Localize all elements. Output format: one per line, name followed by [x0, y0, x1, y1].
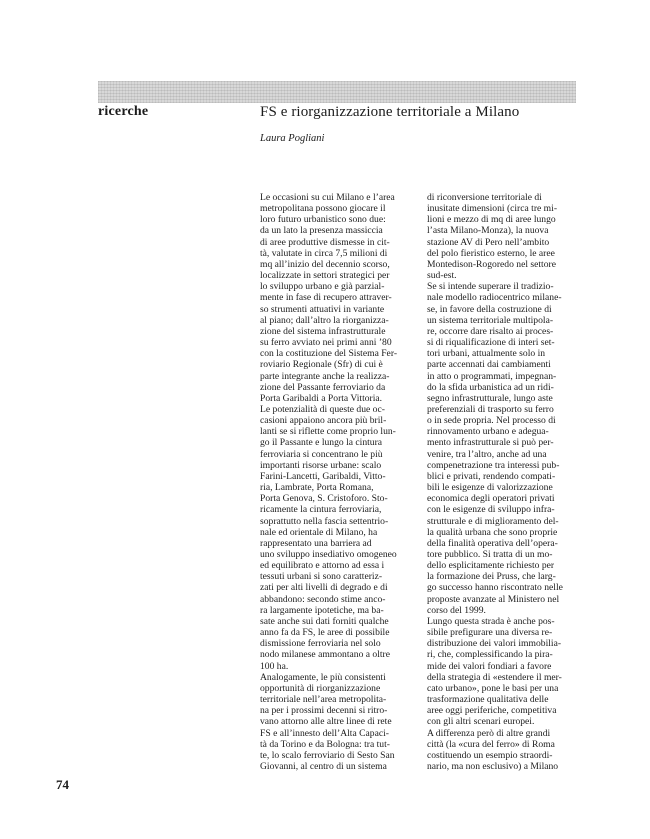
text-line: dello esplicitamente richiesto per	[427, 560, 555, 572]
text-line: Se si intende superare il tradizio-	[427, 281, 554, 293]
text-line: inusitate dimensioni (circa tre mi-	[427, 203, 558, 215]
text-line: Porta Genova, S. Cristoforo. Sto-	[260, 493, 388, 505]
text-line: tà, valutate in circa 7,5 milioni di	[260, 247, 388, 259]
text-line: stazione AV di Pero nell’ambito	[427, 236, 550, 248]
text-line: la formazione dei Pruss, che larg-	[427, 571, 556, 583]
text-line: nale modello radiocentrico milane-	[427, 292, 562, 304]
text-line: si di riqualificazione di interi set-	[427, 337, 555, 349]
text-line: zati per alti livelli di degrado e di	[260, 582, 388, 594]
text-line: l’asta Milano-Monza), la nuova	[427, 225, 549, 237]
text-line: Porta Garibaldi a Porta Vittoria.	[260, 392, 383, 404]
text-line: Le occasioni su cui Milano e l’area	[260, 192, 395, 203]
text-line: roviario Regionale (Sfr) di cui è	[260, 359, 383, 371]
text-line: do la sfida urbanistica ad un ridi-	[427, 381, 554, 393]
text-line: ricamente la cintura ferroviaria,	[260, 504, 382, 516]
text-line: tore pubblico. Si tratta di un mo-	[427, 549, 553, 560]
text-line: rinnovamento urbano e adegua-	[427, 426, 549, 438]
text-line: lioni e mezzo di mq di aree lungo	[427, 214, 556, 226]
text-line: casioni appaiono ancora più bril-	[260, 415, 387, 427]
text-line: rappresentato una barriera ad	[260, 537, 372, 549]
article-title: FS e riorganizzazione territoriale a Milano	[260, 104, 520, 120]
text-line: parte integrante anche la realizza-	[260, 370, 390, 382]
text-line: dismissione ferroviaria nel solo	[260, 638, 381, 650]
text-line: su ferro avviato nei primi anni ’80	[260, 337, 392, 349]
text-line: metropolitana possono giocare il	[260, 203, 386, 215]
text-column-right	[427, 192, 584, 772]
text-line: preferenziali di trasporto su ferro	[427, 403, 554, 415]
text-line: ri, che, complessificando la pira-	[427, 649, 553, 661]
text-line: proposte avanzate al Ministero nel	[427, 593, 560, 605]
text-line: un sistema territoriale multipola-	[427, 314, 554, 326]
text-line: o in sede propria. Nel processo di	[427, 415, 556, 427]
text-line: FS e all’innesto dell’Alta Capaci-	[260, 727, 389, 739]
text-line: compenetrazione tra interessi pub-	[427, 459, 560, 471]
text-line: go successo hanno riscontrato nelle	[427, 582, 563, 594]
text-line: del polo fieristico esterno, le aree	[427, 247, 555, 259]
text-line: Montedison-Rogoredo nel settore	[427, 258, 556, 270]
text-line: blici e privati, rendendo compati-	[427, 470, 556, 482]
text-line: venire, tra l’altro, anche ad una	[427, 448, 547, 460]
text-line: cato urbano», pone le basi per una	[427, 682, 559, 694]
text-line: 100 ha.	[260, 660, 289, 672]
text-line: bili le esigenze di valorizzazione	[427, 482, 553, 494]
text-line: della finalità operativa dell’opera-	[427, 537, 558, 549]
text-line: Giovanni, al centro di un sistema	[260, 760, 387, 772]
text-line: localizzate in settori strategici per	[260, 270, 390, 282]
text-line: della strategia di «estendere il mer-	[427, 671, 562, 683]
text-line: uno sviluppo insediativo omogeneo	[260, 549, 397, 560]
text-line: città (la «cura del ferro» di Roma	[427, 738, 555, 750]
text-line: sibile prefigurare una diversa re-	[427, 627, 553, 639]
text-line: economica degli operatori privati	[427, 493, 555, 505]
text-line: con gli altri scenari europei.	[427, 716, 535, 728]
author-name: Laura Pogliani	[260, 133, 325, 144]
text-line: opportunità di riorganizzazione	[260, 682, 381, 694]
page-number: 74	[56, 777, 69, 792]
text-line: loro futuro urbanistico sono due:	[260, 214, 386, 226]
text-line: con la costituzione del Sistema Fer-	[260, 348, 398, 360]
text-line: importanti risorse urbane: scalo	[260, 459, 382, 471]
text-line: ra largamente ipotetiche, ma ba-	[260, 604, 384, 616]
text-line: tà da Torino e da Bologna: tra tut-	[260, 738, 390, 750]
text-line: la qualità urbana che sono proprie	[427, 526, 558, 538]
text-line: da un lato la presenza massiccia	[260, 225, 383, 237]
text-line: zione del Passante ferroviario da	[260, 381, 386, 393]
text-line: segno infrastrutturale, lungo aste	[427, 392, 553, 404]
text-line: nodo milanese ammontano a oltre	[260, 649, 391, 661]
text-line: mq all’inizio del decennio scorso,	[260, 258, 390, 270]
text-line: go il Passante e lungo la cintura	[260, 437, 383, 449]
text-line: soprattutto nella fascia settentrio-	[260, 515, 389, 527]
text-line: vano attorno alle altre linee di rete	[260, 716, 392, 728]
section-label: ricerche	[98, 104, 149, 119]
text-line: abbandono: secondo stime anco-	[260, 593, 386, 605]
text-line: Lungo questa strada è anche pos-	[427, 615, 555, 627]
text-line: parte accennati dai cambiamenti	[427, 359, 551, 371]
text-line: corso del 1999.	[427, 604, 486, 616]
text-line: Analogamente, le più consistenti	[260, 671, 386, 683]
text-line: tessuti urbani si sono caratteriz-	[260, 571, 383, 583]
text-line: con le esigenze di sviluppo infra-	[427, 504, 555, 516]
text-line: na per i prossimi decenni si ritro-	[260, 705, 388, 717]
text-column-left	[260, 192, 417, 772]
text-line: re, occorre dare risalto ai proces-	[427, 325, 554, 337]
text-line: ferroviaria si concentrano le più	[260, 448, 383, 460]
text-line: te, lo scalo ferroviario di Sesto San	[260, 749, 395, 761]
text-line: zione del sistema infrastrutturale	[260, 325, 386, 337]
text-line: anno fa da FS, le aree di possibile	[260, 627, 390, 639]
text-line: lo sviluppo urbano e già parzial-	[260, 281, 385, 293]
text-line: se, in favore della costruzione di	[427, 303, 552, 315]
text-line: di riconversione territoriale di	[427, 192, 542, 203]
text-line: ria, Lambrate, Porta Romana,	[260, 482, 374, 494]
text-line: A differenza però di altre grandi	[427, 727, 551, 739]
text-line: al piano; dall’altro la riorganizza-	[260, 314, 389, 326]
text-line: nale ed orientale di Milano, ha	[260, 526, 378, 538]
text-line: so strumenti attuativi in variante	[260, 303, 385, 315]
text-line: mento infrastrutturale si può per-	[427, 437, 554, 449]
text-line: nario, ma non esclusivo) a Milano	[427, 760, 559, 772]
text-line: strutturale e di miglioramento del-	[427, 515, 559, 527]
text-line: lanti se si riflette come proprio lun-	[260, 426, 396, 438]
text-line: distribuzione dei valori immobilia-	[427, 638, 562, 650]
header-band	[98, 81, 576, 103]
text-line: in atto o programmati, impegnan-	[427, 370, 557, 382]
text-line: tori urbani, attualmente solo in	[427, 348, 546, 360]
text-line: sud-est.	[427, 270, 457, 282]
text-line: ed equilibrato e attorno ad essa i	[260, 560, 385, 572]
text-line: sate anche sui dati forniti qualche	[260, 615, 389, 627]
text-line: Le potenzialità di queste due oc-	[260, 403, 385, 415]
text-line: aree oggi periferiche, competitiva	[427, 705, 557, 717]
text-line: territoriale nell’area metropolita-	[260, 694, 387, 706]
text-line: trasformazione qualitativa delle	[427, 694, 549, 706]
text-line: costituendo un esempio straordi-	[427, 749, 553, 761]
text-line: mide dei valori fondiari a favore	[427, 660, 552, 672]
text-line: mente in fase di recupero attraver-	[260, 292, 392, 304]
text-line: Farini-Lancetti, Garibaldi, Vitto-	[260, 470, 386, 482]
text-line: di aree produttive dismesse in cit-	[260, 236, 390, 248]
